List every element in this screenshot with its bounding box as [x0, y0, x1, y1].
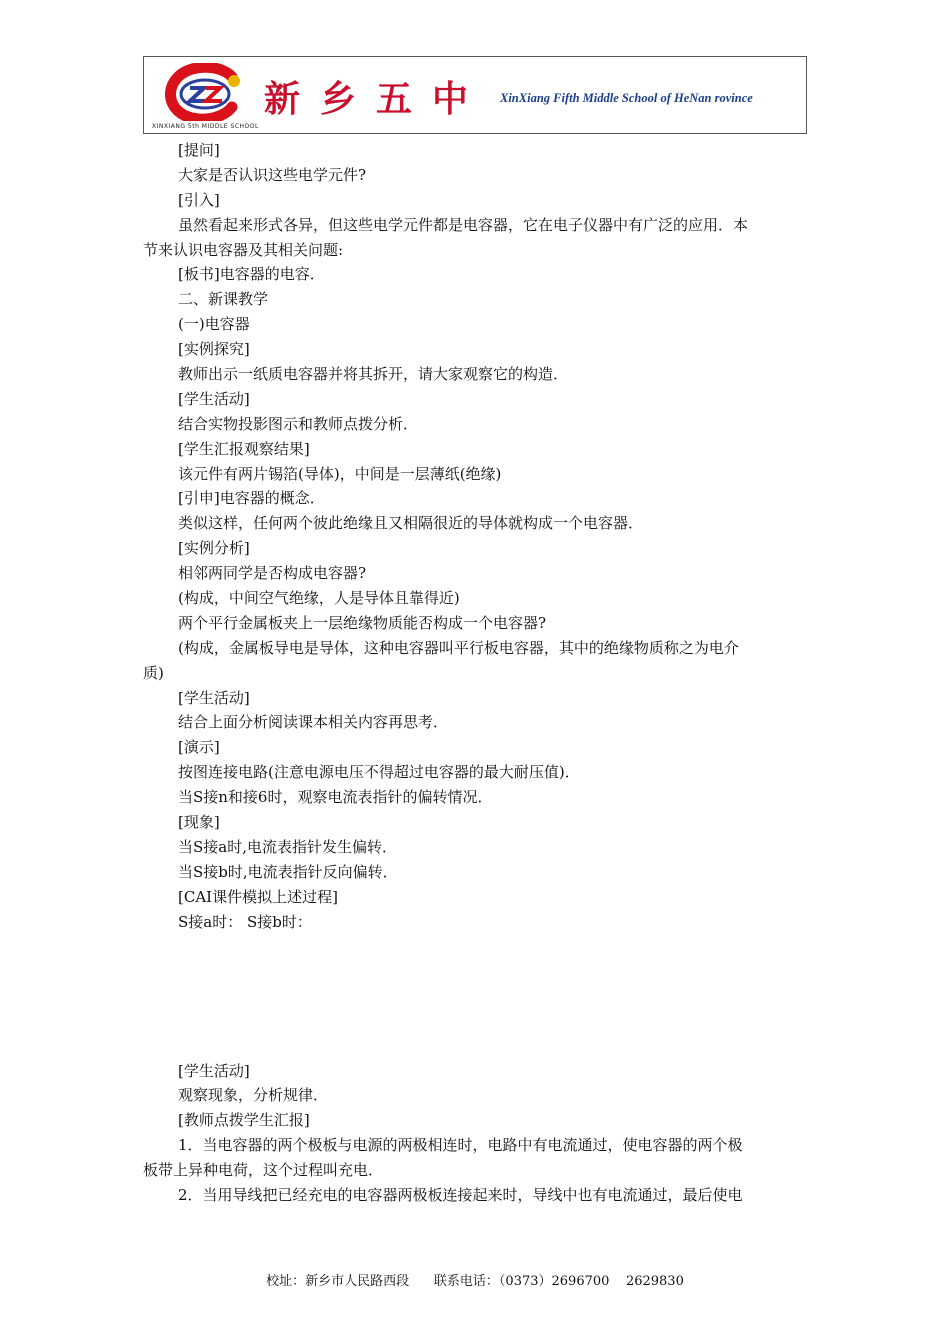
school-name-cn: 新乡五中	[264, 79, 489, 120]
text-line: 2．当用导线把已经充电的电容器两极板连接起来时，导线中也有电流通过，最后使电	[178, 1185, 743, 1204]
figure-placeholder	[143, 935, 807, 1059]
text-line: [引入]	[178, 190, 220, 209]
subsection-heading: (一)电容器	[178, 315, 250, 334]
text-line: 该元件有两片锡箔(导体)，中间是一层薄纸(绝缘)	[178, 464, 502, 483]
school-name-en: XinXiang Fifth Middle School of HeNan rovince	[500, 91, 753, 105]
text-line: 当S接a时,电流表指针发生偏转．	[178, 837, 397, 856]
text-line: [引申]电容器的概念．	[178, 489, 325, 508]
logo-small-text: XINXIANG 5th MIDDLE SCHOOL	[152, 123, 259, 130]
text-line: [CAI课件模拟上述过程]	[178, 887, 338, 906]
text-line: [实例探究]	[178, 340, 250, 359]
text-line: 质)	[143, 663, 164, 682]
text-line: 教师出示一纸质电容器并将其拆开，请大家观察它的构造．	[178, 365, 569, 384]
text-line: 两个平行金属板夹上一层绝缘物质能否构成一个电容器?	[178, 613, 547, 632]
text-line: 当S接b时,电流表指针反向偏转．	[178, 862, 398, 881]
text-line: (构成，中间空气绝缘，人是导体且靠得近)	[178, 589, 460, 608]
text-line: [学生活动]	[178, 389, 250, 408]
text-line: 节来认识电容器及其相关问题:	[143, 240, 344, 259]
text-line: S接a时： S接b时：	[178, 912, 312, 931]
text-line: [现象]	[178, 813, 220, 832]
text-line: 结合上面分析阅读课本相关内容再思考．	[178, 713, 449, 732]
text-line: (构成，金属板导电是导体，这种电容器叫平行板电容器，其中的绝缘物质称之为电介	[178, 638, 739, 657]
text-line: 虽然看起来形式各异，但这些电学元件都是电容器，它在电子仪器中有广泛的应用．本	[178, 215, 749, 234]
text-line: [提问]	[178, 141, 220, 159]
text-line: [板书]电容器的电容．	[178, 265, 325, 284]
text-line: [学生活动]	[178, 1061, 250, 1080]
text-line: 按图连接电路(注意电源电压不得超过电容器的最大耐压值)．	[178, 763, 580, 782]
text-line: 大家是否认识这些电学元件?	[178, 165, 367, 184]
text-line: 当S接n和接6时，观察电流表指针的偏转情况．	[178, 788, 493, 807]
text-line: [学生汇报观察结果]	[178, 439, 310, 458]
section-heading: 二、新课教学	[178, 290, 269, 309]
text-line: [学生活动]	[178, 688, 250, 707]
school-logo-icon	[162, 63, 254, 121]
text-line: [演示]	[178, 738, 220, 757]
text-line: 类似这样，任何两个彼此绝缘且又相隔很近的导体就构成一个电容器．	[178, 514, 644, 533]
document-body	[143, 138, 807, 1208]
text-line: 板带上异种电荷，这个过程叫充电．	[143, 1161, 384, 1180]
school-header-banner	[143, 56, 807, 134]
page-footer-address: 校址：新乡市人民路西段 联系电话：（0373）2696700 2629830	[266, 1274, 684, 1289]
text-line: [教师点拨学生汇报]	[178, 1111, 310, 1130]
text-line: 相邻两同学是否构成电容器?	[178, 564, 367, 583]
text-line: 观察现象，分析规律．	[178, 1086, 329, 1105]
text-line: 结合实物投影图示和教师点拨分析．	[178, 414, 419, 433]
text-line: [实例分析]	[178, 539, 250, 558]
text-line: 1．当电容器的两个极板与电源的两极相连时，电路中有电流通过，使电容器的两个极	[178, 1136, 743, 1155]
